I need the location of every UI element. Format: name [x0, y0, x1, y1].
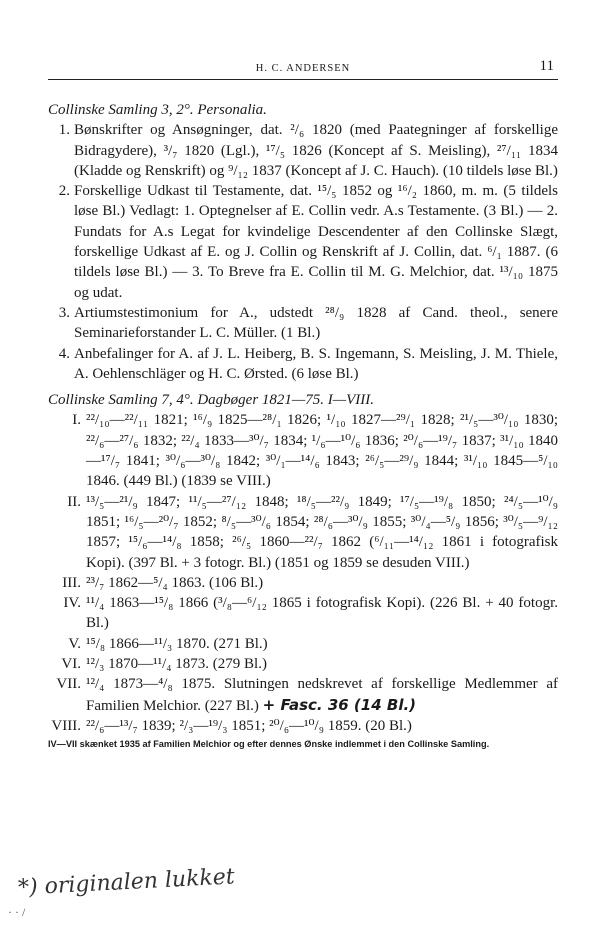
diary-volume — [48, 634, 558, 654]
volume-number: I. — [72, 412, 81, 429]
list-item — [48, 344, 558, 385]
volume-text: ¹⁵/₈ 1866—¹¹/₃ 1870. (271 Bl.) — [86, 635, 268, 652]
item-number: 2. — [58, 183, 70, 200]
volume-text: ²²/₁₀—²²/₁₁ 1821; ¹⁶/₉ 1825—²⁸/₁ 1826; ¹/₁₀ 1827—²⁹/₁ 1828; ²¹/₅—³⁰/₁₀ 1830; ²²/₆—²⁷/₆ 1832; ²²/₄ 1833—³⁰/₇ 1834; ¹/₆—¹⁰/₆ 1836; ²⁰/₆—¹⁹/₇ 1837; ³¹/₁₀ 1840—¹⁷/₇ 1841; ³⁰/₆—³⁰/₈ 1842; ³⁰/₁—¹⁴/₆ 1843; ²⁶/₅—²⁹/₉ 1844; ³¹/₁₀ 1845—⁵/₁₀ 1846. (449 Bl.) (1839 se VIII.) — [86, 412, 558, 490]
diary-volume — [48, 716, 558, 736]
volume-text: ¹²/₄ 1873—⁴/₈ 1875. Slutningen nedskrevet af forskellige Medlemmer af Familien Melchior. (227 Bl.) — [86, 676, 558, 714]
list-item — [48, 120, 558, 181]
handwritten-annotation: + Fasc. 36 (14 Bl.) — [262, 695, 417, 714]
volume-text: ²³/₇ 1862—⁵/₄ 1863. (106 Bl.) — [86, 574, 264, 591]
volume-number: IV. — [63, 595, 81, 612]
volume-number: II. — [67, 493, 81, 510]
volume-number: VII. — [56, 676, 81, 693]
diary-volume — [48, 492, 558, 573]
page-number: 11 — [539, 58, 554, 74]
volume-text: ¹²/₃ 1870—¹¹/₄ 1873. (279 Bl.) — [86, 656, 267, 673]
diary-volume — [48, 674, 558, 716]
volume-number: VI. — [61, 656, 81, 673]
section-heading: Collinske Samling 7, 4°. Dagbøger 1821—75. I—VIII. — [48, 392, 374, 409]
item-number: 3. — [58, 304, 70, 321]
item-number: 4. — [58, 345, 70, 362]
volume-text: ¹¹/₄ 1863—¹⁵/₈ 1866 (³/₈—⁶/₁₂ 1865 i fotografisk Kopi). (226 Bl. + 40 fotogr. Bl.) — [86, 595, 558, 632]
item-text: Artiumstestimonium for A., udstedt ²⁸/₉ 1828 af Cand. theol., senere Seminarieforstander L. C. Müller. (1 Bl.) — [74, 304, 558, 342]
page-body — [48, 100, 558, 750]
item-text: Anbefalinger for A. af J. L. Heiberg, B. S. Ingemann, S. Meisling, J. M. Thiele, A. Oehlenschläger og H. C. Ørsted. (6 løse Bl.) — [74, 345, 558, 382]
list-item — [48, 303, 558, 344]
item-text: Forskellige Udkast til Testamente, dat. ¹⁵/₅ 1852 og ¹⁶/₂ 1860, m. m. (5 tildels løse Bl.) Vedlagt: 1. Optegnelser af E. Collin vedr. A.s Testamente. (3 Bl.) — 2. Fundats for A.s Legat for kvindelige Descendenter af den Collinske Slægt, forskellige Udkast af E. og J. Collin og Renskrift af J. Collin, dat. ⁶/₁ 1887. (6 tildels løse Bl.) — 3. To Breve fra E. Collin til M. G. Melchior, dat. ¹³/₁₀ 1875 og udat. — [74, 183, 558, 301]
diary-volume — [48, 410, 558, 491]
volume-number: V. — [68, 635, 81, 652]
volume-number: VIII. — [51, 717, 81, 734]
handwritten-mark: · · / — [8, 905, 26, 919]
diary-volume — [48, 573, 558, 593]
diary-volume — [48, 654, 558, 674]
handwritten-note: *) originalen lukket — [17, 864, 236, 901]
item-text: Bønskrifter og Ansøgninger, dat. ²/₆ 1820 (med Paategninger af forskellige Bidragydere), ³/₇ 1820 (Lgl.), ¹⁷/₅ 1826 (Koncept af S. Meisling), ²⁷/₁₁ 1834 (Kladde og Renskrift) og ⁹/₁₂ 1837 (Koncept af J. C. Hauch). (10 tildels løse Bl.) — [74, 122, 558, 179]
running-title: H. C. ANDERSEN — [255, 63, 351, 74]
diary-volume — [48, 593, 558, 634]
footnote: IV—VII skænket 1935 af Familien Melchior og efter dennes Ønske indlemmet i den Collinske Samling. — [48, 739, 490, 750]
list-item — [48, 181, 558, 303]
volume-text: ²²/₆—¹³/₇ 1839; ²/₃—¹⁹/₃ 1851; ²⁰/₆—¹⁰/₉ 1859. (20 Bl.) — [86, 717, 412, 734]
item-number: 1. — [58, 122, 70, 139]
volume-number: III. — [62, 574, 81, 591]
running-header — [48, 57, 558, 80]
section-heading: Collinske Samling 3, 2°. Personalia. — [48, 102, 267, 118]
volume-text: ¹³/₅—²¹/₉ 1847; ¹¹/₅—²⁷/₁₂ 1848; ¹⁸/₅—²²/₉ 1849; ¹⁷/₅—¹⁹/₈ 1850; ²⁴/₅—¹⁰/₉ 1851; ¹⁶/₅—²⁰/₇ 1852; ⁸/₅—³⁰/₆ 1854; ²⁸/₆—³⁰/₉ 1855; ³⁰/₄—⁵/₉ 1856; ³⁰/₅—⁹/₁₂ 1857; ¹⁵/₆—¹⁴/₈ 1858; ²⁶/₅ 1860—²²/₇ 1862 (⁶/₁₁—¹⁴/₁₂ 1861 i fotografisk Kopi). (397 Bl. + 3 fotogr. Bl.) (1851 og 1859 se desuden VIII.) — [86, 493, 558, 571]
